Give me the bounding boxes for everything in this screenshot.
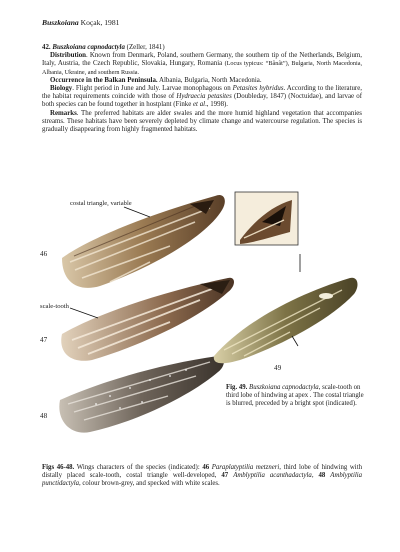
caption-sep: , bbox=[311, 472, 319, 479]
caption-fig-49 bbox=[226, 384, 366, 408]
species-author: (Zeller, 1841) bbox=[126, 44, 165, 51]
distribution-text: . Known from Denmark, Poland, southern Germany, the southern tip of the Netherlands, Belgium, Italy, Austria, the Czech Republic, Slovakia, Hungary, Romania bbox=[42, 52, 362, 68]
occurrence-text: Albania, Bulgaria, North Macedonia. bbox=[157, 76, 262, 84]
biology-moth: Hydraecia petasites bbox=[176, 93, 232, 101]
wing-48-photo bbox=[59, 356, 224, 433]
caption-text-1: Wings characters of the species (indicated): bbox=[74, 464, 203, 471]
biology-text-1: . Flight period in June and July. Larvae monophagous on bbox=[72, 85, 233, 93]
label-scale-tooth: scale-tooth bbox=[40, 303, 69, 310]
biology-label: Biology bbox=[50, 85, 73, 93]
caption-figs-label: Figs 46-48. bbox=[42, 464, 75, 471]
wing-49-photo bbox=[214, 278, 358, 364]
caption-figs-46-48 bbox=[42, 464, 362, 488]
occurrence-label: Occurrence in the Balkan Peninsula. bbox=[50, 76, 158, 84]
biology-etal: et al bbox=[193, 101, 206, 109]
running-head-author: Koçak, 1981 bbox=[80, 18, 120, 27]
species-number: 42. bbox=[42, 44, 51, 51]
fig-number-46: 46 bbox=[40, 250, 48, 258]
wing-47-photo bbox=[61, 278, 234, 361]
fig-number-47: 47 bbox=[40, 336, 48, 344]
biology-text-2: . According to the literature, the habitat requirements coincide with those of bbox=[42, 85, 363, 101]
caption-species-46: Paraplatyptilia metzneri bbox=[211, 464, 280, 471]
wing-46-photo bbox=[62, 195, 225, 288]
remarks-text: . The preferred habitats are alder swales and the more humid highland vegetation that accompanies streams. These habitats have been severely depleted by climate change and watercourse regulation. The species is gradually disappearing from highly fragmented habitats. bbox=[42, 109, 362, 134]
remarks-label: Remarks bbox=[50, 109, 77, 117]
distribution-label: Distribution bbox=[50, 52, 86, 60]
fig-number-48: 48 bbox=[40, 412, 48, 420]
caption-fig-49-species: Buszkoiana capnodactyla bbox=[249, 384, 319, 391]
biology-plant: Petasites hybridus bbox=[232, 85, 284, 93]
caption-num-48: 48 bbox=[318, 472, 326, 479]
fig-number-49: 49 bbox=[274, 364, 282, 372]
caption-num-46: 46 bbox=[202, 464, 210, 471]
biology-text-3: (Doubleday, 1847) (Noctuidae), and larvae of both species can be found together in hostplant (Finke bbox=[42, 93, 362, 109]
species-name: Buszkoiana capnodactyla bbox=[52, 44, 125, 51]
locus-text: (Locus typicus: “Bânât”), Bulgaria, North Macedonia, Albania, Ukraine, and southern Russia. bbox=[42, 60, 362, 76]
caption-species-48: Amblyptilia punctidactyla bbox=[42, 472, 363, 487]
caption-fig-49-label: Fig. 49. bbox=[226, 384, 248, 391]
biology-text-4: ., 1998). bbox=[205, 101, 229, 109]
running-head-genus: Buszkoiana bbox=[42, 18, 79, 27]
caption-text-2: , third lobe of hindwing with distally placed scale-tooth, costal triangle well-developed, bbox=[42, 464, 362, 479]
caption-text-3: , colour brown-grey, and specked with white scales. bbox=[79, 480, 220, 487]
caption-species-47: Amblyptilia acanthadactyla bbox=[233, 472, 312, 479]
wing-46-inset bbox=[235, 192, 298, 245]
caption-fig-49-text: , scale-tooth on third lobe of hindwing at apex . The costal triangle is blurred, preceded by a bright spot (indicated). bbox=[226, 384, 364, 407]
label-costal-triangle: costal triangle, variable bbox=[70, 200, 132, 207]
caption-num-47: 47 bbox=[221, 472, 229, 479]
